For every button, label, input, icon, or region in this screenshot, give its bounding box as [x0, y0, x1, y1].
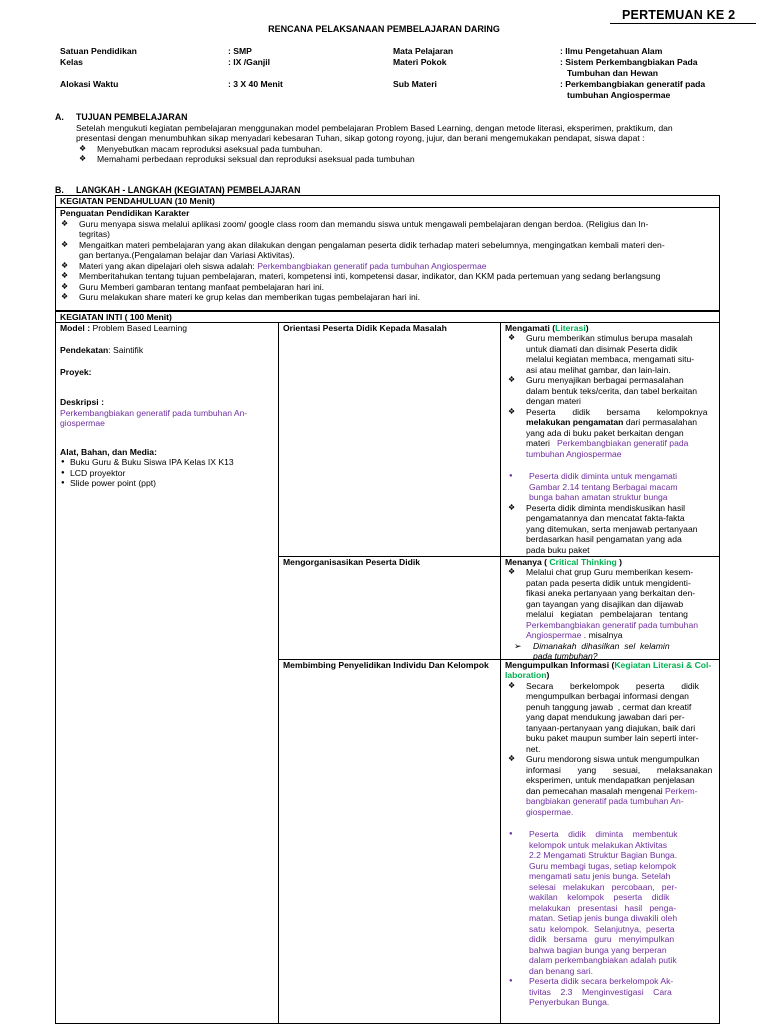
step2-activity: [505, 557, 715, 662]
step2-text: . misalnya: [581, 630, 623, 641]
step1-emphasis: melakukan pengamatan: [526, 417, 624, 428]
step3-text: net.: [526, 743, 541, 754]
alokasi-label: Alokasi Waktu: [60, 79, 119, 89]
step3-subtext: tivitas 2.3 Menginvestigasi Cara: [529, 986, 672, 997]
materi-value-1: : Sistem Perkembangbiakan Pada: [560, 57, 698, 67]
step3-text: tanyaan-pertanyaan yang diajukan, baik dari: [526, 722, 696, 733]
step3-text: ❖ Secara berkelompok peserta didik: [526, 680, 699, 691]
step1-text: pada buku paket: [526, 544, 590, 555]
section-b-heading: LANGKAH - LANGKAH (KEGIATAN) PEMBELAJARAN: [76, 185, 301, 195]
meeting-label: PERTEMUAN KE 2: [622, 8, 736, 22]
materi-value-2: Tumbuhan dan Hewan: [567, 68, 659, 78]
step1-text: ❖ Peserta didik bersama kelompoknya: [526, 406, 708, 417]
alat-label: Alat, Bahan, dan Media:: [60, 446, 157, 457]
step3-activity-green: laboration: [505, 670, 547, 681]
step3-subitem: [505, 976, 715, 1007]
step2-activity-close: ): [619, 557, 623, 567]
step1-text: dari permasalahan: [623, 417, 698, 428]
step3-item: [505, 754, 715, 817]
question-text: pada tumbuhan?: [533, 651, 598, 662]
step3-text: eksperimen, untuk mendapatkan penjelasan: [526, 775, 695, 786]
goal-item: ❖ Memahami perbedaan reproduksi seksual dan reproduksi aseksual pada tumbuhan: [76, 154, 676, 164]
kelas-label: Kelas: [60, 57, 83, 67]
pendekatan-value: : Saintifik: [108, 345, 144, 356]
section-a-heading: TUJUAN PEMBELAJARAN: [76, 112, 188, 122]
mapel-label: Mata Pelajaran: [393, 46, 454, 56]
model-cell: [60, 323, 274, 489]
learning-goals: [76, 144, 676, 165]
deskripsi-label: Deskripsi :: [60, 397, 104, 408]
step3-subitem: [505, 829, 715, 976]
step1-item: [505, 503, 715, 555]
satuan-label: Satuan Pendidikan: [60, 46, 137, 56]
step2-activity-green: Critical Thinking: [547, 557, 620, 567]
step3-activity: [505, 660, 715, 1008]
satuan-value: : SMP: [228, 46, 252, 56]
step1-text: materi: [526, 438, 555, 449]
step1-text: ❖ Peserta didik diminta mendiskusikan hasil: [526, 502, 686, 513]
step1-text: yang ada di buku paket berkaitan dengan: [526, 427, 684, 438]
step3-subtext: satu kelompok. Selanjutnya, peserta: [529, 923, 675, 934]
topic-highlight: bangbiakan generatif pada tumbuhan An-: [526, 796, 684, 807]
step1-text: pengamatannya dan mencatat fakta-fakta: [526, 513, 685, 524]
topic-highlight: Perkem-: [665, 785, 698, 796]
step3-text: mengumpulkan berbagai informasi dengan: [526, 691, 689, 702]
question-text: ➢ Dimanakah dihasilkan sel kelamin: [533, 640, 670, 651]
pendahuluan-item: ❖ Memberitahukan tentang tujuan pembelajaran, materi, kompetensi inti, kompetensi dasar, indikator, dan KKM pada pertemuan yang sedang berlangsung: [58, 271, 718, 281]
step3-subtext: Guru membagi tugas, setiap kelompok: [529, 860, 677, 871]
step1-activity-green: Literasi: [555, 323, 586, 333]
alat-item: ● Buku Guru & Buku Siswa IPA Kelas IX K13: [60, 457, 274, 467]
step3-text: yang dapat mendukung jawaban dari per-: [526, 712, 685, 723]
pendahuluan-item: ❖ Guru Memberi gambaran tentang manfaat pembelajaran hari ini.: [58, 282, 718, 292]
proyek-label: Proyek:: [60, 366, 92, 377]
step1-syntax: Orientasi Peserta Didik Kepada Masalah: [283, 323, 447, 333]
step3-text: penuh tanggung jawab , cermat dan kreatif: [526, 701, 692, 712]
step2-text: gan tayangan yang disajikan dan dijawab: [526, 598, 684, 609]
topic-highlight: Perkembangbiakan generatif pada: [554, 438, 689, 449]
step3-subtext: ● Peserta didik secara berkelompok Ak-: [529, 976, 674, 987]
deskripsi-text: Perkembangbiakan generatif pada tumbuhan An-: [60, 407, 248, 418]
step1-subtext: Gambar 2.14 tentang Berbagai macam: [529, 481, 678, 492]
step3-subtext: dan benang sari.: [529, 965, 594, 976]
step1-text: melalui kegiatan membaca, mengamati situ-: [526, 354, 695, 365]
topic-highlight: Perkembangbiakan generatif pada tumbuhan Angiospermae: [254, 260, 487, 271]
step1-list: [505, 333, 715, 459]
pendekatan-label: Pendekatan: [60, 345, 109, 356]
step1-text: dengan materi: [526, 396, 581, 407]
step2-item: [505, 567, 715, 640]
step1-text: ❖ Guru memberikan stimulus berupa masalah: [526, 333, 693, 344]
step3-activity-green: Kegiatan Literasi & Col-: [614, 660, 712, 670]
step1-list-2: [505, 503, 715, 555]
step3-text: buku paket maupun sumber lain seperti inter-: [526, 733, 699, 744]
step3-subtext: matan. Setiap jenis bunga diwakili oleh: [529, 913, 678, 924]
section-a-intro: [76, 123, 726, 144]
step3-subtext: 2.2 Mengamati Struktur Bagian Bunga.: [529, 850, 678, 861]
step3-subtext: wakilan kelompok peserta didik: [529, 892, 670, 903]
inti-header: KEGIATAN INTI ( 100 Menit): [60, 312, 172, 322]
step3-activity-label: Mengumpulkan Informasi (: [505, 660, 615, 670]
document-title: RENCANA PELAKSANAAN PEMBELAJARAN DARING: [268, 24, 500, 34]
alat-list: [60, 457, 274, 488]
sub-value-2: tumbuhan Angiospermae: [567, 90, 671, 100]
step3-subtext: mengamati satu jenis bunga. Setelah: [529, 871, 671, 882]
step1-sublist: [505, 471, 715, 502]
section-b-letter: B.: [55, 185, 64, 195]
column-divider: [500, 322, 501, 1024]
step1-text: dalam bentuk teks/cerita, dan tabel berkaitan: [526, 385, 698, 396]
section-a-letter: A.: [55, 112, 64, 122]
pendahuluan-text: gan bertanya.(Pengalaman belajar dan Variasi Aktivitas).: [79, 250, 295, 261]
step3-syntax: Membimbing Penyelidikan Individu Dan Kelompok: [283, 660, 489, 670]
penguatan-label: Penguatan Pendidikan Karakter: [60, 208, 190, 218]
deskripsi-text: giospermae: [60, 418, 105, 429]
step2-questions: [505, 641, 715, 662]
step3-activity-close: ): [546, 670, 550, 681]
kelas-value: : IX /Ganjil: [228, 57, 271, 67]
step3-subtext: didik bersama guru menyimpulkan: [529, 934, 675, 945]
step1-subtext: ● Peserta didik diminta untuk mengamati: [529, 471, 678, 482]
step1-item: [505, 407, 715, 459]
step3-subtext: bahwa bagian bunga yang berperan: [529, 944, 667, 955]
alokasi-value: : 3 X 40 Menit: [228, 79, 283, 89]
step1-text: untuk diamati dan disimak Peserta didik: [526, 343, 678, 354]
step1-text: yang ditemukan, serta menjawab pertanyaan: [526, 523, 698, 534]
step3-subtext: dalam perkembangbiakan adalah putik: [529, 955, 677, 966]
alat-item: ● LCD proyektor: [60, 468, 274, 478]
step2-text: patan pada peserta didik untuk mengidenti-: [526, 577, 691, 588]
step3-text: dan pemecahan masalah mengenai: [526, 785, 666, 796]
section-a-intro-line: Setelah mengukuti kegiatan pembelajaran menggunakan model pembelajaran Problem Based Learning, dengan metode literasi, eksperimen, praktikum, dan: [76, 123, 673, 133]
step2-list: [505, 567, 715, 640]
pendahuluan-item: ❖ Guru melakukan share materi ke grup kelas dan memberikan tugas pembelajaran hari ini.: [58, 292, 718, 302]
step1-activity-close: ): [585, 323, 589, 333]
pendahuluan-text: tegritas): [79, 229, 111, 240]
pendahuluan-list: [58, 219, 718, 303]
step3-subtext: melakukan presentasi hasil penga-: [529, 902, 677, 913]
step2-text: melalui kegiatan pembelajaran tentang: [526, 609, 688, 620]
step3-subtext: kelompok untuk melakukan Aktivitas: [529, 839, 668, 850]
topic-highlight: Angiospermae: [526, 630, 582, 641]
step1-activity: [505, 323, 715, 555]
step3-subtext: selesai melakukan percobaan, per-: [529, 881, 678, 892]
topic-highlight: giospermae.: [526, 806, 574, 817]
pendahuluan-text: ❖ Guru menyapa siswa melalui aplikasi zoom/ google class room dan memandu siswa untuk mengawali pembelajaran dengan berdoa. (Religius dan In-: [79, 219, 649, 229]
step1-subtext: bunga bahan amatan struktur bunga: [529, 492, 668, 503]
sub-label: Sub Materi: [393, 79, 437, 89]
step3-item: [505, 681, 715, 754]
model-value: Problem Based Learning: [90, 323, 188, 333]
section-a-intro-line: presentasi dengan menumbuhkan sikap menyadari kebesaran Tuhan, sikap gotong royong, jujur, dan berani mengemukakan pendapat, siswa dapat :: [76, 133, 645, 144]
sub-value-1: : Perkembangbiakan generatif pada: [560, 79, 706, 89]
materi-label: Materi Pokok: [393, 57, 447, 67]
step2-text: ❖ Melalui chat grup Guru memberikan kesem-: [526, 567, 694, 578]
step3-subtext: ● Peserta didik diminta membentuk: [529, 829, 678, 840]
step2-text: fikasi aneka pertanyaan yang berkaitan den-: [526, 588, 696, 599]
pendahuluan-item: [58, 240, 718, 261]
step1-text: berdasarkan hasil pengamatan yang ada: [526, 534, 682, 545]
pendahuluan-header: KEGIATAN PENDAHULUAN (10 Menit): [60, 196, 215, 206]
step3-sublist: [505, 829, 715, 1007]
step3-subtext: Penyerbukan Bunga.: [529, 997, 610, 1008]
step1-subitem: [505, 471, 715, 502]
model-label: Model :: [60, 323, 91, 333]
topic-highlight: tumbuhan Angiospermae: [526, 448, 622, 459]
goal-item: ❖ Menyebutkan macam reproduksi aseksual pada tumbuhan.: [76, 144, 676, 154]
pendahuluan-text: Materi yang akan dipelajari oleh siswa adalah:: [79, 260, 255, 271]
mapel-value: : Ilmu Pengetahuan Alam: [560, 46, 663, 56]
step3-text: informasi yang sesuai, melaksanakan: [526, 764, 713, 775]
step1-text: asi atau melihat gambar, dan lain-lain.: [526, 364, 671, 375]
pendahuluan-item: [58, 219, 718, 240]
step3-text: ❖ Guru mendorong siswa untuk mengumpulkan: [526, 754, 700, 765]
alat-item: ● Slide power point (ppt): [60, 478, 274, 488]
topic-highlight: Perkembangbiakan generatif pada tumbuhan: [526, 619, 698, 630]
pendahuluan-item: [58, 261, 718, 271]
step1-item: [505, 375, 715, 406]
step3-list: [505, 681, 715, 817]
pendahuluan-text: ❖ Mengaitkan materi pembelajaran yang akan dilakukan dengan pengalaman peserta didik terhadap materi sebelumnya, mengingatkan kembali materi den-: [79, 239, 665, 250]
step2-syntax: Mengorganisasikan Peserta Didik: [283, 557, 421, 567]
step1-activity-label: Mengamati (: [505, 323, 556, 333]
step2-activity-label: Menanya (: [505, 557, 548, 567]
column-divider: [278, 322, 279, 1024]
step1-text: ❖ Guru menyajikan berbagai permasalahan: [526, 375, 684, 386]
question-item: [505, 641, 715, 662]
step1-item: [505, 333, 715, 375]
